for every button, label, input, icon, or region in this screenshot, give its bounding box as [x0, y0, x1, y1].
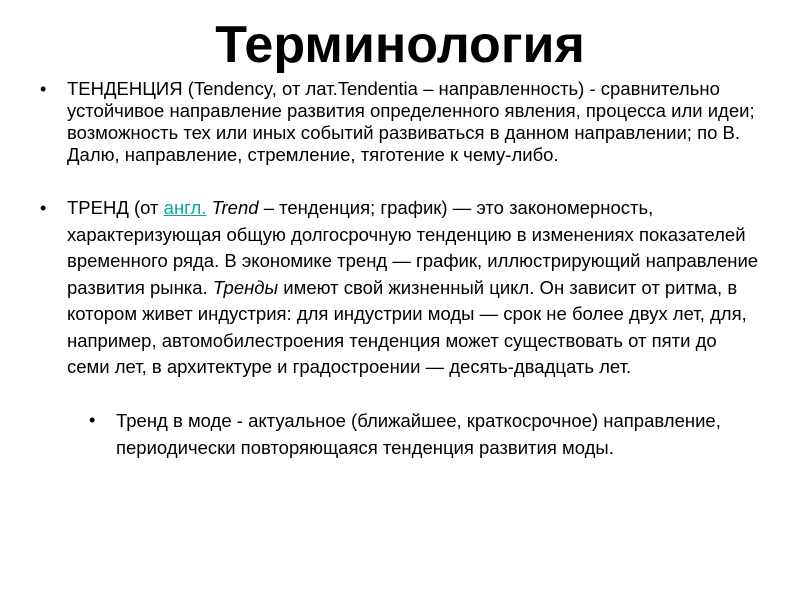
- bullet-dot-icon: •: [40, 79, 47, 99]
- bullet-trend: [40, 195, 760, 461]
- bullet-list: [40, 78, 760, 461]
- slide-title: Терминология: [215, 16, 585, 74]
- sub-bullet-dot-icon: •: [89, 409, 96, 430]
- sub-bullet-fashion-trend: [67, 407, 760, 461]
- bullet-tendency-text: ТЕНДЕНЦИЯ (Tendency, от лат.Tendentia – направленность) - сравнительно устойчивое направление развития определенного явления, процесса или идеи; возможность тех или иных событий развиваться в данном направлении; по В. Далю, направление, стремление, тяготение к чему-либо.: [67, 78, 755, 165]
- bullet-trend-text-d: имеют свой жизненный цикл. Он зависит от ритма, в котором живет индустрия: для индустрии моды — срок не более двух лет, для, например, автомобилестроения тенденция может существовать от пяти до семи лет, в архитектуре и градостроении — десять-двадцать лет.: [67, 276, 747, 377]
- bullet-trend-text-c: – тенденция; график) — это закономерность, характеризующая общую долгосрочную тенденцию в изменениях показателей временного ряда. В экономике тренд — график, иллюстрирующий направление развития рынка.: [67, 197, 759, 298]
- bullet-trend-text-a: ТРЕНД (от: [67, 197, 164, 218]
- english-link[interactable]: англ.: [163, 197, 207, 218]
- trend-term: Trend: [211, 197, 259, 218]
- trends-term: Тренды: [212, 276, 279, 298]
- sub-bullet-text: Тренд в моде - актуальное (ближайшее, краткосрочное) направление, периодически повторяющаяся тенденция развития моды.: [116, 409, 721, 458]
- bullet-tendency: [40, 78, 760, 166]
- bullet-dot-icon: •: [40, 198, 47, 218]
